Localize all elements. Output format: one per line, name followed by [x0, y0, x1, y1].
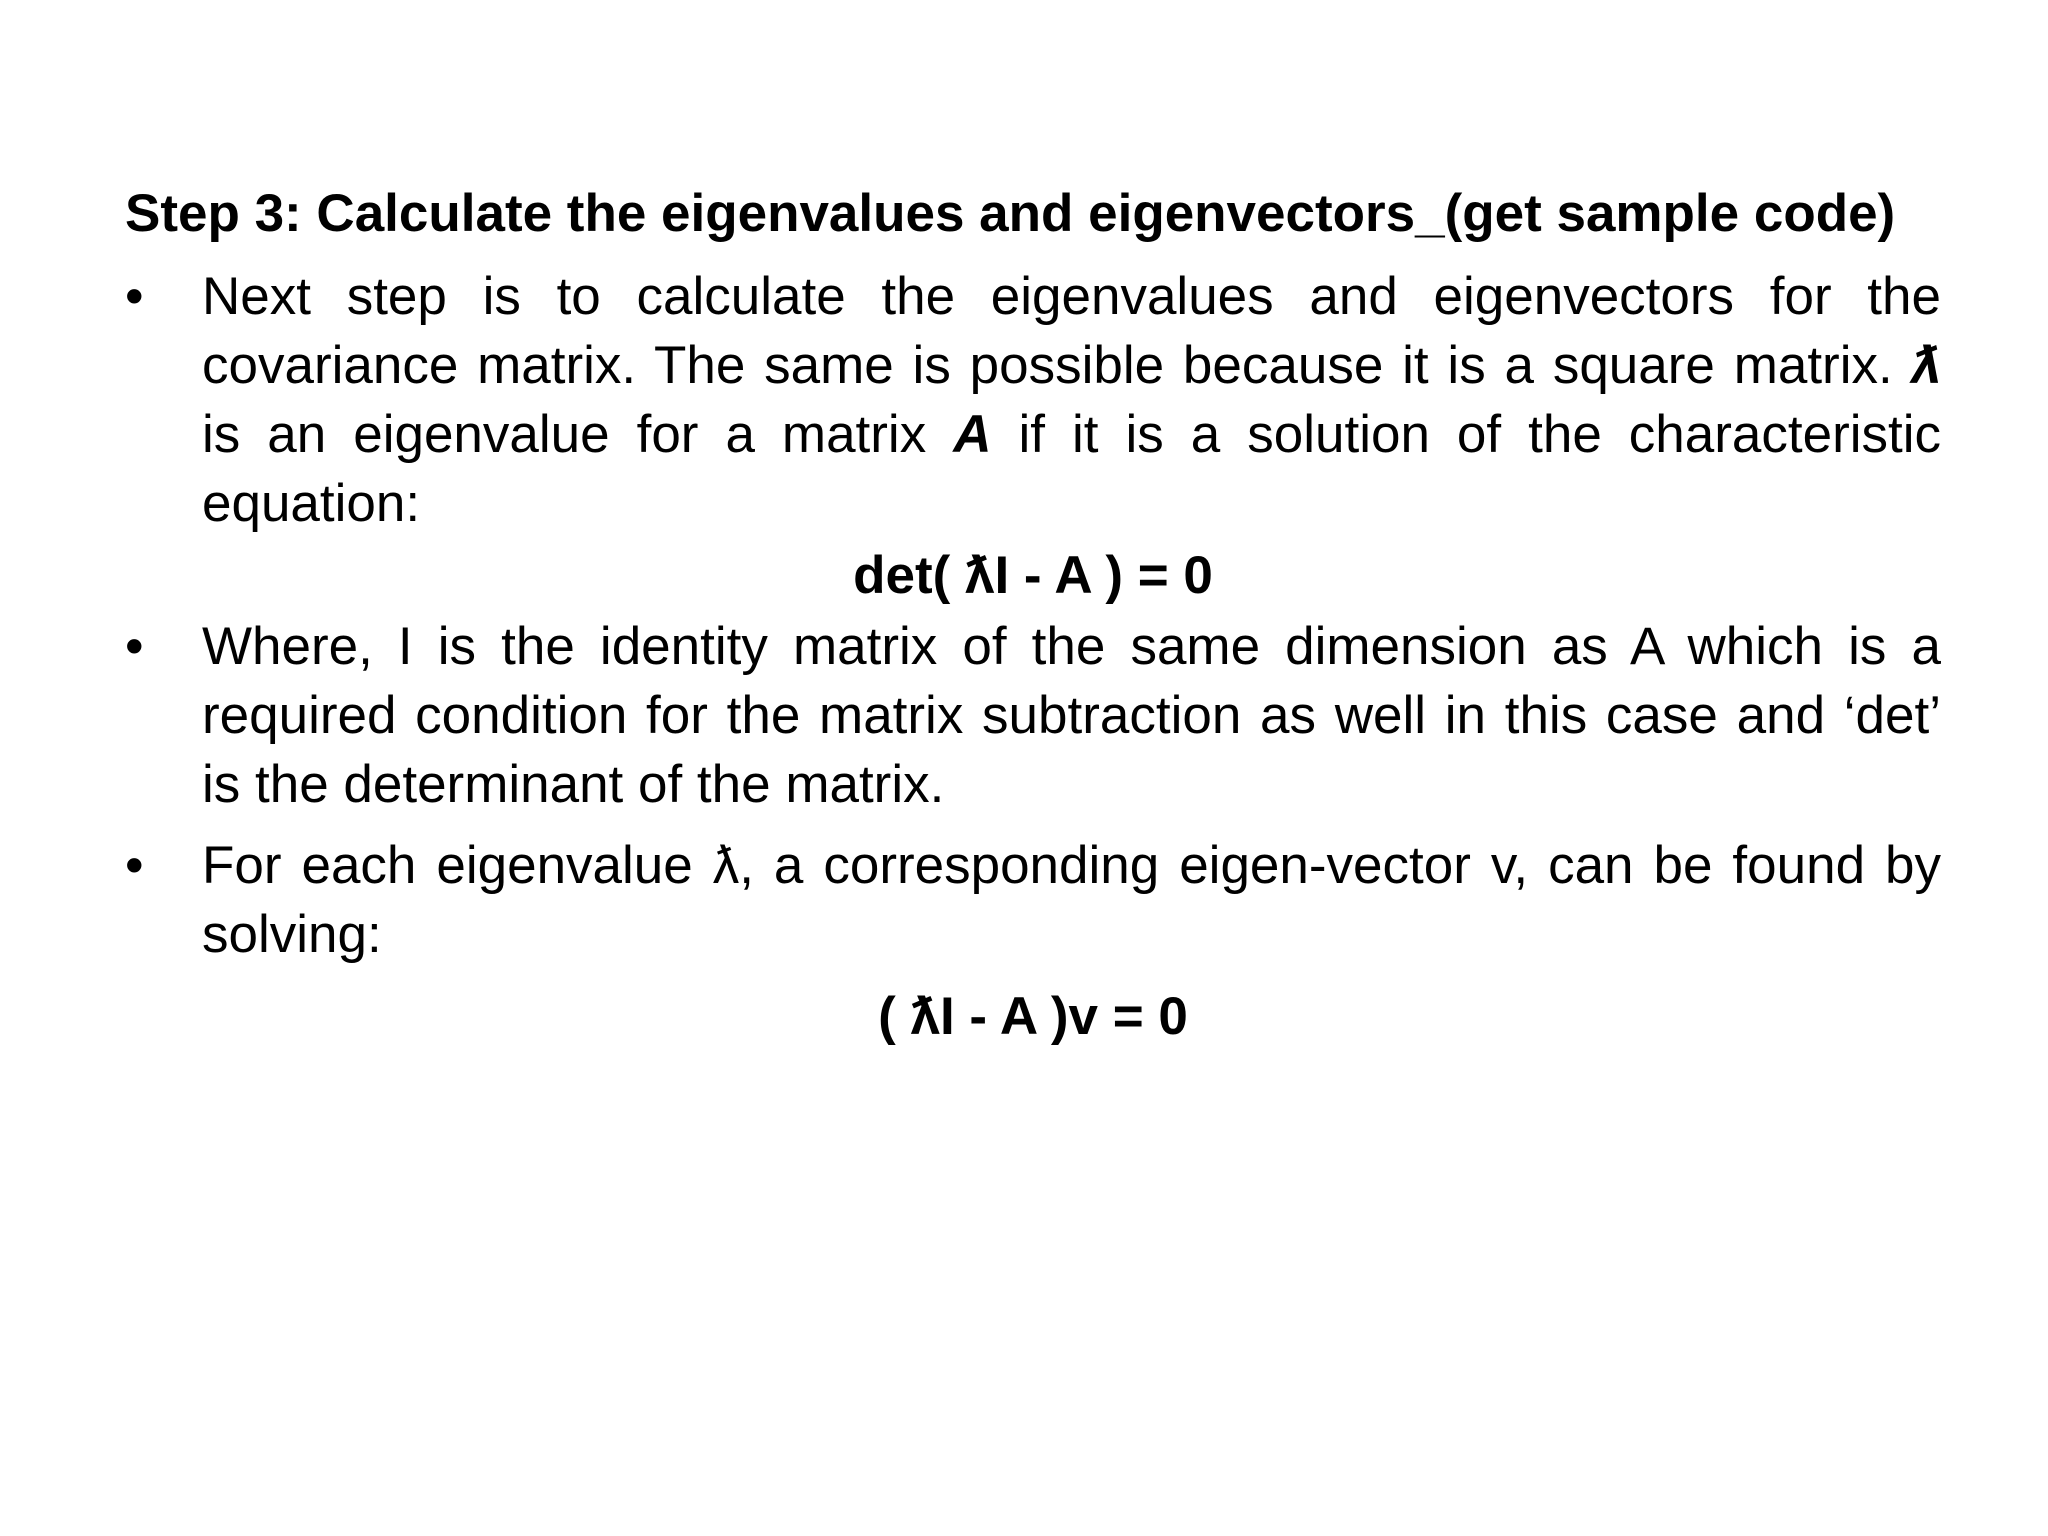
slide-heading: Step 3: Calculate the eigenvalues and eigenvectors_(get sample code) — [125, 184, 1896, 243]
bullet-item — [125, 262, 1941, 538]
eigenvector-equation: ( ƛI - A )v = 0 — [878, 987, 1188, 1046]
bullet-marker: • — [125, 836, 144, 895]
bullet-text: For each eigenvalue ƛ, a corresponding eigen-vector v, can be found by solving: — [202, 836, 1941, 964]
bullet-item — [125, 612, 1941, 819]
bullet-text: Where, I is the identity matrix of the same dimension as A which is a required condition for the matrix subtraction as well in this case and ‘det’ is the determinant of the matrix. — [202, 617, 1941, 814]
bullet-item — [125, 831, 1941, 969]
slide-content — [125, 180, 1941, 1053]
characteristic-equation: det( ƛI - A ) = 0 — [853, 546, 1213, 605]
bullet-marker: • — [125, 617, 144, 676]
bullet-text-part: if it is a solution of the characteristic equation: — [202, 405, 1942, 533]
matrix-symbol: A — [953, 405, 992, 464]
bullet-text-part: is an eigenvalue for a matrix — [202, 405, 954, 464]
bullet-text-part: Next step is to calculate the eigenvalues and eigenvectors for the covariance matrix. The same is possible because it is a square matrix. — [202, 267, 1941, 395]
lambda-symbol: ƛ — [1911, 336, 1941, 395]
bullet-marker: • — [125, 267, 144, 326]
